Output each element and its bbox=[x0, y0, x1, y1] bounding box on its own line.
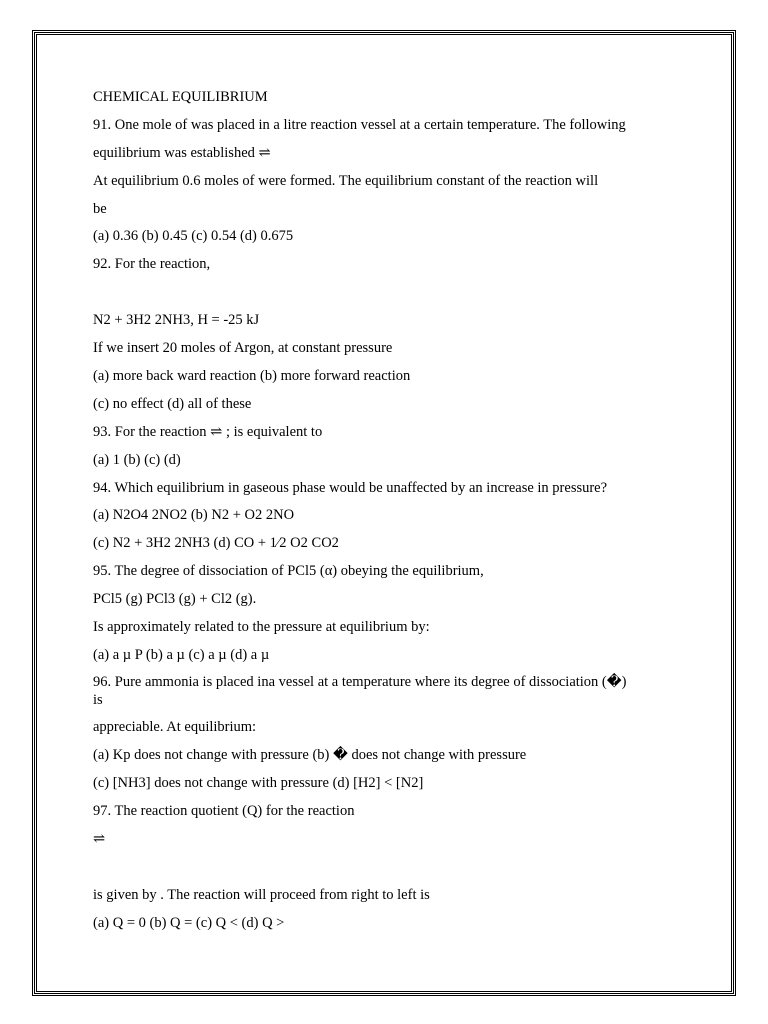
question-92-options-1: (a) more back ward reaction (b) more forward reaction bbox=[93, 368, 411, 384]
question-97-line-2: is given by . The reaction will proceed from right to left is bbox=[93, 887, 430, 903]
question-94-options-2: (c) N2 + 3H2 2NH3 (d) CO + 1⁄2 O2 CO2 bbox=[93, 535, 339, 551]
question-92-line-1: 92. For the reaction, bbox=[93, 256, 211, 272]
question-94-options-1: (a) N2O4 2NO2 (b) N2 + O2 2NO bbox=[93, 507, 295, 523]
question-92-options-2: (c) no effect (d) all of these bbox=[93, 396, 252, 412]
question-91-options: (a) 0.36 (b) 0.45 (c) 0.54 (d) 0.675 bbox=[93, 228, 294, 244]
question-95-equation: PCl5 (g) PCl3 (g) + Cl2 (g). bbox=[93, 591, 257, 607]
question-95-options: (a) a µ P (b) a µ (c) a µ (d) a µ bbox=[93, 647, 270, 663]
question-95-line-1: 95. The degree of dissociation of PCl5 (α) obeying the equilibrium, bbox=[93, 563, 484, 579]
question-97-equation: ⇌ bbox=[93, 831, 106, 847]
question-96-options-2: (c) [NH3] does not change with pressure (d) [H2] < [N2] bbox=[93, 775, 424, 791]
question-91-line-2: equilibrium was established ⇌ bbox=[93, 145, 271, 161]
question-93-options: (a) 1 (b) (c) (d) bbox=[93, 452, 181, 468]
question-95-line-2: Is approximately related to the pressure at equilibrium by: bbox=[93, 619, 430, 635]
question-96-options-1: (a) Kp does not change with pressure (b) � does not change with pressure bbox=[93, 747, 527, 763]
question-93-line-1: 93. For the reaction ⇌ ; is equivalent to bbox=[93, 424, 323, 440]
question-97-options: (a) Q = 0 (b) Q = (c) Q < (d) Q > bbox=[93, 915, 285, 931]
question-91-line-1: 91. One mole of was placed in a litre reaction vessel at a certain temperature. The following bbox=[93, 117, 626, 133]
question-96-line-1: 96. Pure ammonia is placed ina vessel at a temperature where its degree of dissociation (�) bbox=[93, 674, 627, 690]
question-92-line-2: If we insert 20 moles of Argon, at constant pressure bbox=[93, 340, 393, 356]
question-97-line-1: 97. The reaction quotient (Q) for the reaction bbox=[93, 803, 355, 819]
question-94-line-1: 94. Which equilibrium in gaseous phase would be unaffected by an increase in pressure? bbox=[93, 480, 608, 496]
question-92-equation: N2 + 3H2 2NH3, H = -25 kJ bbox=[93, 312, 260, 328]
question-91-line-4: be bbox=[93, 201, 107, 217]
question-91-line-3: At equilibrium 0.6 moles of were formed. The equilibrium constant of the reaction will bbox=[93, 173, 599, 189]
question-96-line-3: appreciable. At equilibrium: bbox=[93, 719, 257, 735]
question-96-line-2: is bbox=[93, 692, 103, 708]
document-title: CHEMICAL EQUILIBRIUM bbox=[93, 89, 268, 105]
